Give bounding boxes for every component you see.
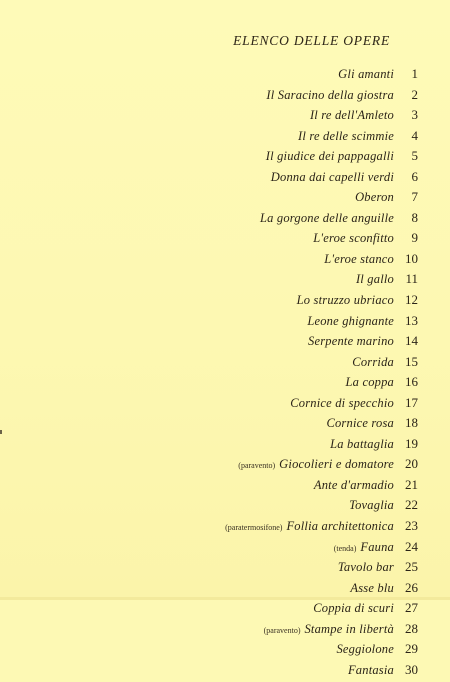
work-entry (58, 66, 418, 87)
work-number: 19 (405, 435, 418, 451)
work-note: (paravento) (263, 625, 301, 635)
work-number: 4 (411, 127, 418, 143)
work-number: 1 (411, 66, 418, 81)
work-entry (58, 210, 418, 231)
work-entry (58, 271, 418, 292)
work-number: 21 (405, 476, 418, 492)
work-title: Corrida (352, 354, 394, 369)
work-entry (58, 230, 418, 251)
work-title: Fauna (360, 539, 394, 554)
work-title: Coppia di scuri (313, 601, 394, 616)
work-title: Serpente marino (308, 334, 394, 349)
work-number: 7 (411, 189, 418, 205)
work-title: L'eroe sconfitto (313, 231, 394, 246)
work-number: 5 (411, 148, 418, 164)
work-entry (58, 518, 418, 539)
page-edge-mark (0, 430, 2, 434)
work-number: 20 (405, 456, 418, 472)
work-entry (58, 189, 418, 210)
work-number: 11 (405, 271, 418, 287)
work-number: 9 (411, 230, 418, 246)
work-number: 8 (411, 209, 418, 225)
work-entry (58, 354, 418, 375)
work-note: (paravento) (238, 461, 276, 471)
work-entry (58, 169, 418, 190)
works-list (58, 66, 418, 682)
work-number: 16 (405, 374, 418, 390)
work-number: 30 (405, 661, 418, 677)
work-entry (58, 107, 418, 128)
work-entry (58, 662, 418, 682)
work-number: 3 (411, 107, 418, 123)
work-title: Il Saracino della giostra (266, 87, 394, 102)
work-entry (58, 148, 418, 169)
page-title: ELENCO DELLE OPERE (233, 33, 390, 48)
work-entry (58, 436, 418, 457)
work-title: L'eroe stanco (324, 251, 394, 266)
work-entry (58, 395, 418, 416)
work-title: Lo struzzo ubriaco (296, 293, 394, 308)
work-title: Il re delle scimmie (297, 128, 394, 143)
work-title: Seggiolone (336, 642, 394, 657)
work-title: Leone ghignante (307, 313, 394, 328)
work-note: (paratermosifone) (225, 523, 283, 533)
work-title: Giocolieri e domatore (279, 457, 394, 472)
work-entry (58, 477, 418, 498)
work-title: Oberon (355, 190, 394, 205)
work-entry (58, 374, 418, 395)
work-entry (58, 415, 418, 436)
work-title: Il giudice dei pappagalli (265, 149, 394, 164)
work-number: 27 (405, 600, 418, 616)
work-entry (58, 313, 418, 334)
work-title: Cornice rosa (326, 416, 394, 431)
work-entry (58, 292, 418, 313)
work-entry (58, 600, 418, 621)
work-number: 12 (405, 292, 418, 308)
work-entry (58, 333, 418, 354)
work-number: 22 (405, 497, 418, 513)
work-entry (58, 251, 418, 272)
work-entry (58, 641, 418, 662)
work-title: Follia architettonica (286, 519, 394, 534)
work-title: Il gallo (355, 272, 394, 287)
work-entry (58, 559, 418, 580)
work-number: 28 (405, 620, 418, 636)
work-number: 10 (405, 250, 418, 266)
work-entry (58, 539, 418, 560)
work-title: Il re dell'Amleto (309, 108, 394, 123)
work-title: Ante d'armadio (313, 477, 394, 492)
work-title: Gli amanti (338, 67, 394, 81)
work-number: 25 (405, 559, 418, 575)
work-number: 14 (405, 333, 418, 349)
work-number: 26 (405, 579, 418, 595)
work-title: La coppa (345, 375, 394, 390)
work-title: Cornice di specchio (290, 395, 394, 410)
work-entry (58, 621, 418, 642)
work-title: Fantasia (347, 662, 394, 677)
work-entry (58, 87, 418, 108)
work-number: 23 (405, 518, 418, 534)
work-number: 15 (405, 353, 418, 369)
work-title: Stampe in libertà (304, 621, 394, 636)
work-entry (58, 456, 418, 477)
work-number: 2 (411, 86, 418, 102)
work-title: Tovaglia (349, 498, 394, 513)
work-entry (58, 128, 418, 149)
work-title: La battaglia (330, 436, 394, 451)
work-number: 17 (405, 394, 418, 410)
work-title: Donna dai capelli verdi (270, 169, 394, 184)
work-entry (58, 497, 418, 518)
work-number: 13 (405, 312, 418, 328)
work-title: Tavolo bar (337, 560, 394, 575)
work-number: 18 (405, 415, 418, 431)
work-number: 29 (405, 641, 418, 657)
work-number: 6 (411, 168, 418, 184)
work-note: (tenda) (333, 543, 357, 553)
work-title: La gorgone delle anguille (259, 210, 394, 225)
work-title: Asse blu (350, 580, 394, 595)
work-number: 24 (405, 538, 418, 554)
